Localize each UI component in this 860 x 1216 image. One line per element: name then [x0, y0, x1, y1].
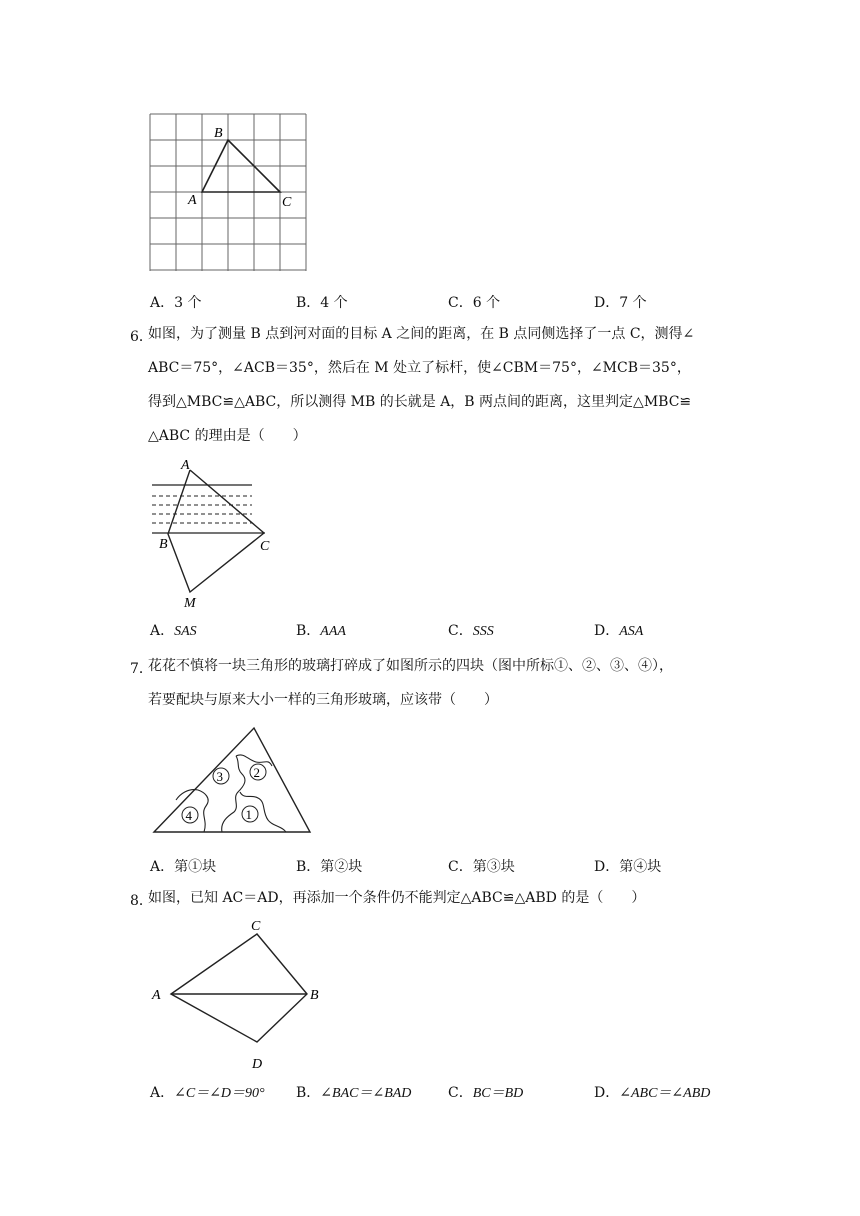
q7-piece-4-label: 4: [185, 808, 192, 823]
q5-label-c: C: [282, 195, 292, 210]
q5-label-a: A: [188, 193, 197, 208]
q7-piece-2-label: 2: [253, 765, 260, 780]
q6-line-4: △ABC 的理由是（ ）: [148, 428, 307, 444]
q6-option-c: C．SSS: [448, 623, 494, 639]
q7-piece-3-label: 3: [216, 769, 223, 784]
q7-option-a: A．第①块: [150, 859, 217, 875]
q5-label-b: B: [214, 126, 223, 141]
q6-label-c: C: [260, 539, 270, 554]
q7-number: 7．: [130, 661, 153, 677]
q5-option-c: C．6 个: [448, 295, 501, 311]
q6-label-m: M: [184, 596, 196, 610]
q6-river-figure: [140, 455, 290, 610]
q6-label-a: A: [181, 458, 190, 473]
q5-grid-figure: [140, 108, 315, 278]
q7-line-1: 花花不慎将一块三角形的玻璃打碎成了如图所示的四块（图中所标①、②、③、④），: [148, 658, 673, 674]
q6-option-a: A．SAS: [150, 623, 197, 639]
q7-outer-triangle: [154, 728, 310, 832]
q6-line-3: 得到△MBC≌△ABC，所以测得 MB 的长就是 A，B 两点间的距离，这里判定△MBC≌: [148, 394, 692, 410]
q7-piece-1-label: 1: [245, 807, 252, 822]
q7-option-b: B．第②块: [296, 859, 363, 875]
q8-label-d: D: [252, 1057, 263, 1072]
q6-number: 6．: [130, 329, 153, 345]
q7-line-2: 若要配块与原来大小一样的三角形玻璃，应该带（ ）: [148, 692, 498, 708]
q6-line-2: ABC＝75°，∠ACB＝35°，然后在 M 处立了标杆，使∠CBM＝75°，∠MCB＝35°，: [148, 360, 691, 376]
q8-option-c: C．BC＝BD: [448, 1085, 524, 1101]
q7-broken-glass-figure: [148, 722, 318, 838]
q7-option-d: D．第④块: [594, 859, 662, 875]
q5-option-d: D．7 个: [594, 295, 647, 311]
q6-option-d: D．ASA: [594, 623, 644, 639]
q6-label-b: B: [159, 537, 168, 552]
q6-line-1: 如图，为了测量 B 点到河对面的目标 A 之间的距离，在 B 点同侧选择了一点 C，测得∠: [148, 326, 695, 342]
q8-option-d: D．∠ABC＝∠ABD: [594, 1085, 711, 1101]
q8-option-b: B．∠BAC＝∠BAD: [296, 1085, 412, 1101]
q6-option-b: B．AAA: [296, 623, 346, 639]
q5-option-b: B．4 个: [296, 295, 348, 311]
q8-label-c: C: [251, 919, 261, 934]
q7-option-c: C．第③块: [448, 859, 515, 875]
q5-option-a: A．3 个: [150, 295, 202, 311]
q8-kite-figure: [145, 912, 335, 1074]
q8-option-a: A．∠C＝∠D＝90°: [150, 1085, 265, 1101]
q8-label-b: B: [310, 988, 319, 1003]
q8-line-1: 如图，已知 AC＝AD，再添加一个条件仍不能判定△ABC≌△ABD 的是（ ）: [148, 890, 646, 906]
q8-number: 8．: [130, 893, 153, 909]
q8-label-a: A: [152, 988, 161, 1003]
